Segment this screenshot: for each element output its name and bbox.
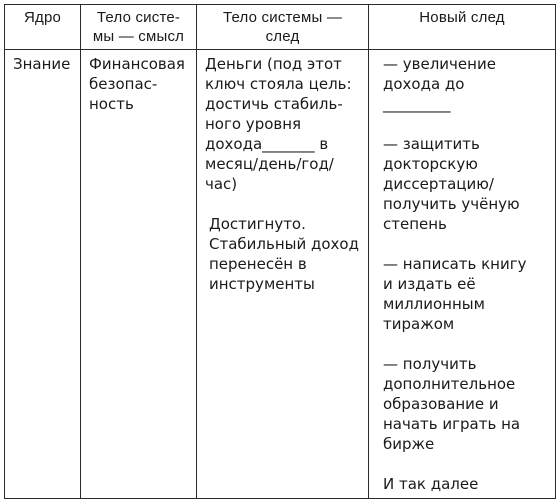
header-core xyxy=(5,5,81,50)
header-trace-label: Тело системы — след xyxy=(222,9,343,45)
meaning-text: Финансовая безопас- ность xyxy=(89,55,185,113)
header-new-trace xyxy=(369,5,556,50)
cell-new-trace xyxy=(369,50,556,499)
table-header xyxy=(5,5,556,50)
table-row xyxy=(5,50,556,499)
trace-achieved-text: Достигнуто. Стабильный доход перенесён в инструменты xyxy=(209,215,359,293)
header-row xyxy=(5,5,556,50)
cell-meaning xyxy=(81,50,197,499)
new-trace-item-etc: И так далее xyxy=(383,475,479,493)
new-trace-item-education: — получить дополнительное образование и начать играть на бирже xyxy=(383,355,521,453)
content-table xyxy=(4,4,556,499)
cell-trace xyxy=(197,50,369,499)
table-body xyxy=(5,50,556,499)
header-trace xyxy=(197,5,369,50)
header-meaning xyxy=(81,5,197,50)
header-meaning-label: Тело систе- мы — смысл xyxy=(92,9,185,45)
trace-goal-text: Деньги (под этот ключ стояла цель: достичь стабиль- ного уровня дохода_______ в месяц/день/год/ час) xyxy=(205,55,352,193)
header-core-label: Ядро xyxy=(23,9,62,26)
new-trace-item-dissertation: — защитить докторскую диссертацию/ получить учёную степень xyxy=(383,135,520,233)
core-text: Знание xyxy=(13,55,71,73)
header-new-trace-label: Новый след xyxy=(419,9,505,26)
new-trace-item-income: — увеличение дохода до _________ xyxy=(383,55,496,113)
new-trace-item-book: — написать книгу и издать её миллионным тиражом xyxy=(383,255,527,333)
cell-core xyxy=(5,50,81,499)
